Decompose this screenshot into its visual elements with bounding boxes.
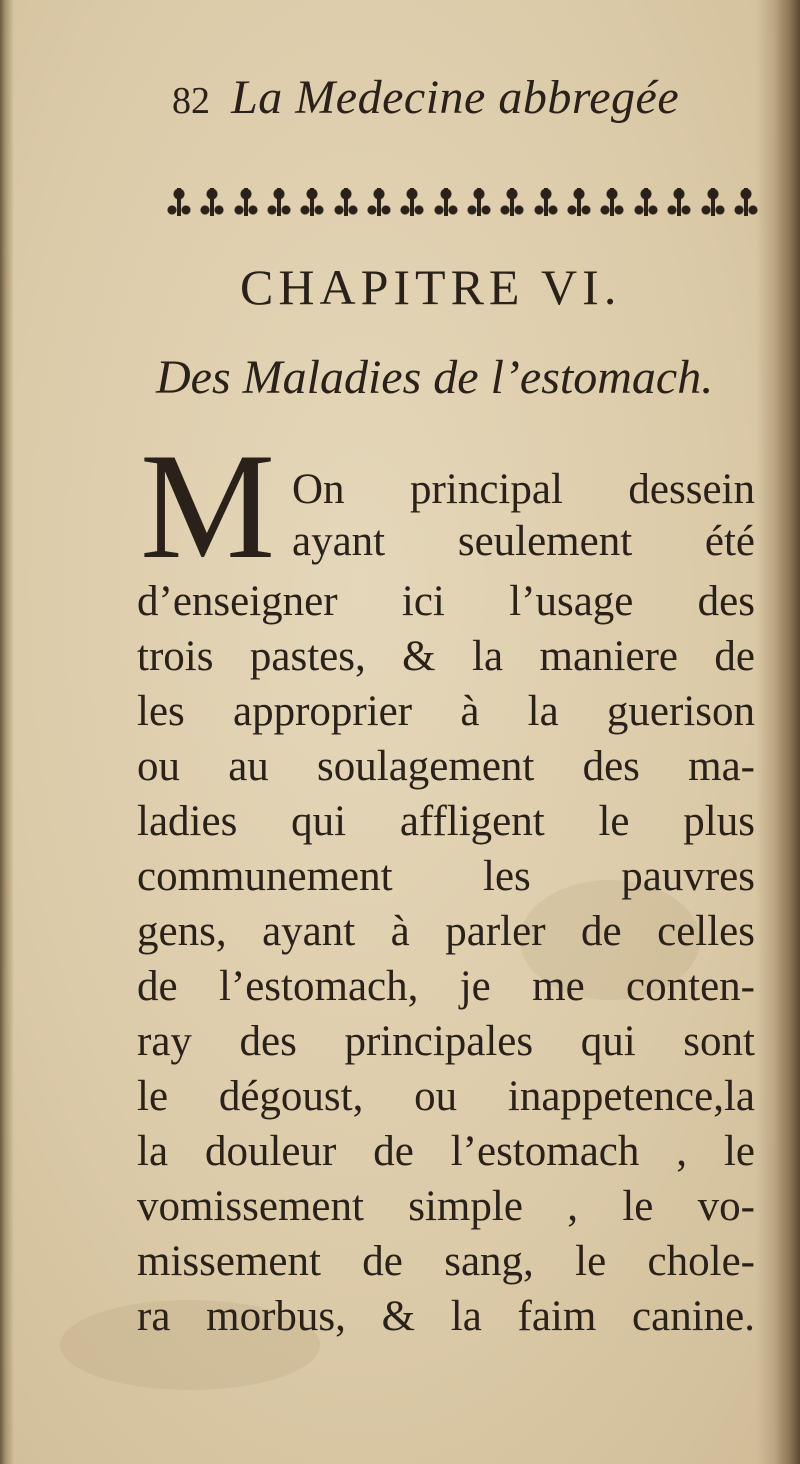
text-line: ray des principales qui sont — [137, 1018, 755, 1065]
running-title: La Medecine abbregée — [231, 71, 680, 124]
text-line: gens, ayant à parler de celles — [137, 908, 755, 955]
drop-cap: M — [140, 422, 276, 590]
text-line: le dégoust, ou inappetence,la — [137, 1073, 755, 1120]
chapter-subtitle: Des Maladies de l’estomach. — [156, 351, 714, 404]
chapter-heading: CHAPITRE VI. — [240, 259, 622, 315]
text-line: communement les pauvres — [137, 853, 755, 900]
text-line: ladies qui affligent le plus — [137, 798, 755, 845]
text-line: les approprier à la guerison — [137, 688, 755, 735]
text-line: missement de sang, le chole- — [137, 1238, 755, 1285]
text-line: vomissement simple , le vo- — [137, 1183, 755, 1230]
text-line: ou au soulagement des ma- — [137, 743, 755, 790]
page-number: 82 — [172, 80, 210, 122]
text-line: ayant seulement été — [292, 518, 755, 565]
text-line: trois pastes, & la maniere de — [137, 633, 755, 680]
text-line: la douleur de l’estomach , le — [137, 1128, 755, 1175]
text-line: ra morbus, & la faim canine. — [137, 1293, 755, 1340]
text-line: On principal dessein — [292, 466, 755, 513]
text-line: de l’estomach, je me conten- — [137, 963, 755, 1010]
text-line: d’enseigner ici l’usage des — [137, 578, 755, 625]
